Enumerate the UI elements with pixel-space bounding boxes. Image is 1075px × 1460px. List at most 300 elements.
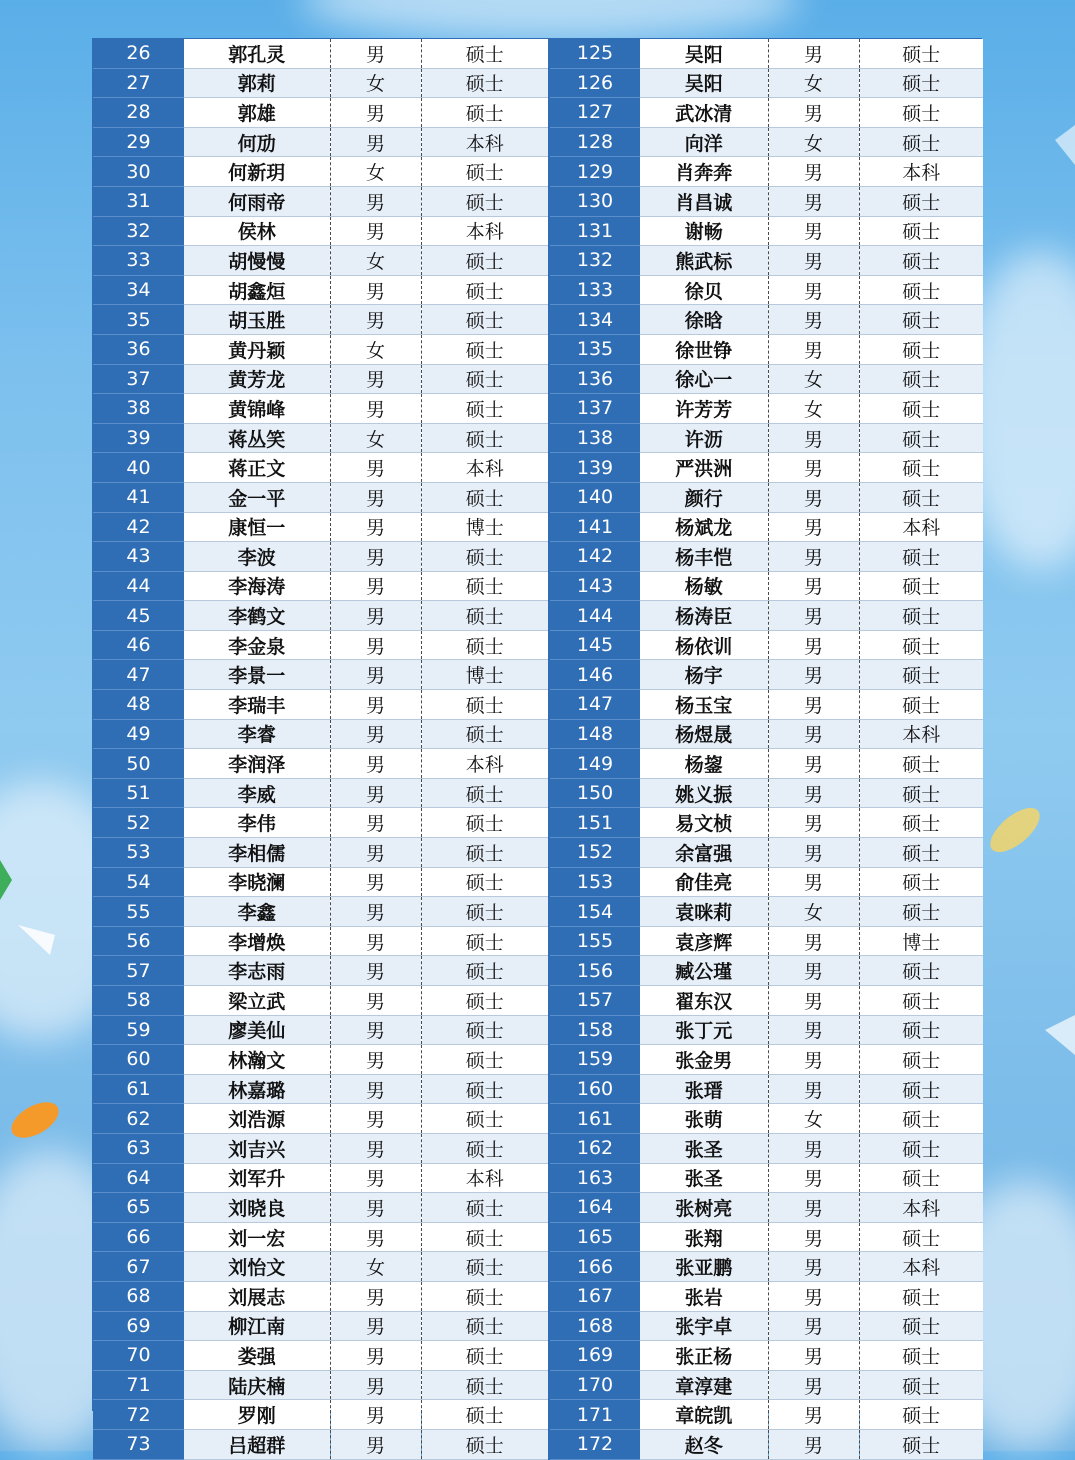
- degree-cell: 硕士: [421, 423, 549, 453]
- row-number-cell: 70: [93, 1341, 184, 1371]
- gender-cell: 男: [330, 1370, 421, 1400]
- gender-cell: 男: [768, 1429, 859, 1459]
- degree-cell: 硕士: [859, 690, 983, 720]
- gender-cell: 男: [330, 630, 421, 660]
- degree-cell: 硕士: [421, 1015, 549, 1045]
- name-cell: 罗刚: [184, 1400, 330, 1430]
- gender-cell: 男: [768, 1163, 859, 1193]
- gender-cell: 男: [768, 601, 859, 631]
- row-number-cell: 135: [549, 334, 640, 364]
- gender-cell: 男: [768, 157, 859, 187]
- name-cell: 张亚鹏: [640, 1252, 768, 1282]
- degree-cell: 硕士: [421, 275, 549, 305]
- name-cell: 梁立武: [184, 986, 330, 1016]
- row-number-cell: 136: [549, 364, 640, 394]
- name-cell: 赵冬: [640, 1429, 768, 1459]
- name-cell: 肖奔奔: [640, 157, 768, 187]
- gender-cell: 男: [768, 838, 859, 868]
- row-number-cell: 37: [93, 364, 184, 394]
- degree-cell: 硕士: [859, 571, 983, 601]
- name-cell: 向洋: [640, 127, 768, 157]
- name-cell: 李睿: [184, 719, 330, 749]
- row-number-cell: 163: [549, 1163, 640, 1193]
- gender-cell: 男: [330, 512, 421, 542]
- name-cell: 康恒一: [184, 512, 330, 542]
- row-number-cell: 30: [93, 157, 184, 187]
- degree-cell: 硕士: [859, 660, 983, 690]
- degree-cell: 硕士: [859, 1045, 983, 1075]
- name-cell: 张宇卓: [640, 1311, 768, 1341]
- table-row: [93, 275, 983, 305]
- degree-cell: 硕士: [421, 571, 549, 601]
- table-row: [93, 838, 983, 868]
- row-number-cell: 28: [93, 98, 184, 128]
- degree-cell: 硕士: [421, 1311, 549, 1341]
- row-number-cell: 167: [549, 1281, 640, 1311]
- degree-cell: 硕士: [421, 926, 549, 956]
- gender-cell: 男: [330, 1104, 421, 1134]
- row-number-cell: 55: [93, 897, 184, 927]
- gender-cell: 男: [768, 216, 859, 246]
- name-cell: 徐晗: [640, 305, 768, 335]
- degree-cell: 硕士: [421, 1133, 549, 1163]
- row-number-cell: 58: [93, 986, 184, 1016]
- name-cell: 严洪洲: [640, 453, 768, 483]
- name-cell: 张岩: [640, 1281, 768, 1311]
- row-number-cell: 132: [549, 246, 640, 276]
- degree-cell: 硕士: [421, 1104, 549, 1134]
- table-row: [93, 1400, 983, 1430]
- gender-cell: 男: [330, 1045, 421, 1075]
- table-row: [93, 334, 983, 364]
- degree-cell: 本科: [859, 512, 983, 542]
- gender-cell: 男: [330, 897, 421, 927]
- degree-cell: 硕士: [421, 601, 549, 631]
- gender-cell: 女: [330, 157, 421, 187]
- row-number-cell: 125: [549, 39, 640, 68]
- gender-cell: 男: [330, 98, 421, 128]
- row-number-cell: 64: [93, 1163, 184, 1193]
- table-row: [93, 660, 983, 690]
- name-cell: 谢畅: [640, 216, 768, 246]
- name-cell: 张树亮: [640, 1193, 768, 1223]
- name-cell: 易文桢: [640, 808, 768, 838]
- degree-cell: 硕士: [421, 1341, 549, 1371]
- gender-cell: 男: [768, 1252, 859, 1282]
- degree-cell: 硕士: [421, 186, 549, 216]
- degree-cell: 硕士: [859, 986, 983, 1016]
- degree-cell: 硕士: [421, 1400, 549, 1430]
- row-number-cell: 164: [549, 1193, 640, 1223]
- table-row: [93, 423, 983, 453]
- degree-cell: 硕士: [859, 1104, 983, 1134]
- gender-cell: 男: [768, 1222, 859, 1252]
- degree-cell: 硕士: [859, 1222, 983, 1252]
- row-number-cell: 146: [549, 660, 640, 690]
- gender-cell: 男: [330, 127, 421, 157]
- table-row: [93, 749, 983, 779]
- gender-cell: 男: [768, 1045, 859, 1075]
- degree-cell: 硕士: [421, 68, 549, 98]
- name-cell: 胡慢慢: [184, 246, 330, 276]
- row-number-cell: 160: [549, 1074, 640, 1104]
- gender-cell: 男: [768, 1074, 859, 1104]
- row-number-cell: 172: [549, 1429, 640, 1459]
- row-number-cell: 73: [93, 1429, 184, 1459]
- row-number-cell: 152: [549, 838, 640, 868]
- gender-cell: 男: [768, 186, 859, 216]
- name-cell: 李威: [184, 778, 330, 808]
- row-number-cell: 67: [93, 1252, 184, 1282]
- name-cell: 武冰清: [640, 98, 768, 128]
- row-number-cell: 142: [549, 542, 640, 572]
- degree-cell: 硕士: [859, 1133, 983, 1163]
- degree-cell: 硕士: [421, 394, 549, 424]
- gender-cell: 男: [330, 838, 421, 868]
- row-number-cell: 143: [549, 571, 640, 601]
- degree-cell: 博士: [421, 512, 549, 542]
- gender-cell: 男: [330, 956, 421, 986]
- row-number-cell: 147: [549, 690, 640, 720]
- degree-cell: 硕士: [859, 216, 983, 246]
- degree-cell: 硕士: [859, 630, 983, 660]
- degree-cell: 硕士: [421, 897, 549, 927]
- gender-cell: 男: [768, 334, 859, 364]
- gender-cell: 男: [768, 423, 859, 453]
- table-row: [93, 512, 983, 542]
- table-row: [93, 867, 983, 897]
- row-number-cell: 68: [93, 1281, 184, 1311]
- gender-cell: 男: [330, 453, 421, 483]
- degree-cell: 硕士: [859, 482, 983, 512]
- gender-cell: 女: [768, 127, 859, 157]
- row-number-cell: 138: [549, 423, 640, 453]
- gender-cell: 男: [768, 1193, 859, 1223]
- gender-cell: 男: [768, 1400, 859, 1430]
- table-row: [93, 542, 983, 572]
- gender-cell: 男: [330, 571, 421, 601]
- name-cell: 杨煜晟: [640, 719, 768, 749]
- name-cell: 胡鑫烜: [184, 275, 330, 305]
- name-cell: 袁彦辉: [640, 926, 768, 956]
- gender-cell: 男: [768, 246, 859, 276]
- degree-cell: 硕士: [421, 364, 549, 394]
- gender-cell: 男: [330, 778, 421, 808]
- gender-cell: 女: [330, 334, 421, 364]
- row-number-cell: 52: [93, 808, 184, 838]
- degree-cell: 硕士: [859, 601, 983, 631]
- name-cell: 郭雄: [184, 98, 330, 128]
- gender-cell: 男: [330, 275, 421, 305]
- degree-cell: 硕士: [859, 1281, 983, 1311]
- name-cell: 杨敏: [640, 571, 768, 601]
- degree-cell: 硕士: [859, 98, 983, 128]
- gender-cell: 男: [330, 364, 421, 394]
- row-number-cell: 166: [549, 1252, 640, 1282]
- row-number-cell: 130: [549, 186, 640, 216]
- gender-cell: 男: [330, 1015, 421, 1045]
- gender-cell: 男: [768, 867, 859, 897]
- name-cell: 杨宇: [640, 660, 768, 690]
- degree-cell: 硕士: [421, 1429, 549, 1459]
- gender-cell: 男: [768, 1370, 859, 1400]
- gender-cell: 男: [768, 571, 859, 601]
- gender-cell: 男: [768, 512, 859, 542]
- gender-cell: 男: [768, 1341, 859, 1371]
- name-cell: 何劢: [184, 127, 330, 157]
- degree-cell: 硕士: [859, 364, 983, 394]
- gender-cell: 女: [330, 423, 421, 453]
- row-number-cell: 34: [93, 275, 184, 305]
- roster-table: [92, 38, 982, 1457]
- gender-cell: 男: [330, 542, 421, 572]
- name-cell: 廖美仙: [184, 1015, 330, 1045]
- name-cell: 张圣: [640, 1133, 768, 1163]
- degree-cell: 硕士: [859, 394, 983, 424]
- name-cell: 李润泽: [184, 749, 330, 779]
- gender-cell: 男: [330, 808, 421, 838]
- name-cell: 李增焕: [184, 926, 330, 956]
- row-number-cell: 47: [93, 660, 184, 690]
- row-number-cell: 140: [549, 482, 640, 512]
- degree-cell: 硕士: [421, 986, 549, 1016]
- row-number-cell: 41: [93, 482, 184, 512]
- row-number-cell: 44: [93, 571, 184, 601]
- gender-cell: 男: [330, 1311, 421, 1341]
- degree-cell: 本科: [859, 1252, 983, 1282]
- degree-cell: 硕士: [421, 542, 549, 572]
- name-cell: 张金男: [640, 1045, 768, 1075]
- name-cell: 肖昌诚: [640, 186, 768, 216]
- row-number-cell: 128: [549, 127, 640, 157]
- name-cell: 蒋正文: [184, 453, 330, 483]
- table-row: [93, 571, 983, 601]
- degree-cell: 博士: [421, 660, 549, 690]
- gender-cell: 男: [768, 98, 859, 128]
- degree-cell: 本科: [421, 749, 549, 779]
- gender-cell: 女: [330, 68, 421, 98]
- gender-cell: 男: [330, 986, 421, 1016]
- gender-cell: 男: [330, 1163, 421, 1193]
- table-row: [93, 1341, 983, 1371]
- gender-cell: 男: [330, 1341, 421, 1371]
- table-row: [93, 690, 983, 720]
- table-row: [93, 246, 983, 276]
- name-cell: 杨依训: [640, 630, 768, 660]
- table-row: [93, 897, 983, 927]
- table-row: [93, 482, 983, 512]
- degree-cell: 硕士: [421, 1074, 549, 1104]
- name-cell: 张圣: [640, 1163, 768, 1193]
- row-number-cell: 137: [549, 394, 640, 424]
- row-number-cell: 63: [93, 1133, 184, 1163]
- gender-cell: 男: [330, 690, 421, 720]
- row-number-cell: 66: [93, 1222, 184, 1252]
- gender-cell: 男: [768, 275, 859, 305]
- name-cell: 张正杨: [640, 1341, 768, 1371]
- degree-cell: 硕士: [859, 838, 983, 868]
- row-number-cell: 154: [549, 897, 640, 927]
- row-number-cell: 159: [549, 1045, 640, 1075]
- gender-cell: 男: [330, 216, 421, 246]
- row-number-cell: 153: [549, 867, 640, 897]
- table-row: [93, 1015, 983, 1045]
- table-row: [93, 127, 983, 157]
- row-number-cell: 43: [93, 542, 184, 572]
- degree-cell: 硕士: [859, 897, 983, 927]
- name-cell: 胡玉胜: [184, 305, 330, 335]
- degree-cell: 硕士: [421, 1252, 549, 1282]
- gender-cell: 男: [330, 305, 421, 335]
- name-cell: 张瑨: [640, 1074, 768, 1104]
- roster-table-body: [93, 39, 983, 1459]
- table-row: [93, 1281, 983, 1311]
- name-cell: 刘怡文: [184, 1252, 330, 1282]
- row-number-cell: 169: [549, 1341, 640, 1371]
- row-number-cell: 158: [549, 1015, 640, 1045]
- degree-cell: 硕士: [421, 1045, 549, 1075]
- row-number-cell: 42: [93, 512, 184, 542]
- row-number-cell: 129: [549, 157, 640, 187]
- degree-cell: 硕士: [859, 423, 983, 453]
- gender-cell: 男: [330, 482, 421, 512]
- row-number-cell: 35: [93, 305, 184, 335]
- degree-cell: 本科: [859, 1193, 983, 1223]
- name-cell: 李瑞丰: [184, 690, 330, 720]
- table-row: [93, 1429, 983, 1459]
- degree-cell: 硕士: [859, 1163, 983, 1193]
- gender-cell: 男: [330, 926, 421, 956]
- gender-cell: 男: [330, 867, 421, 897]
- degree-cell: 硕士: [859, 1074, 983, 1104]
- table-row: [93, 364, 983, 394]
- name-cell: 何新玥: [184, 157, 330, 187]
- row-number-cell: 141: [549, 512, 640, 542]
- degree-cell: 硕士: [421, 867, 549, 897]
- name-cell: 姚义振: [640, 778, 768, 808]
- gender-cell: 男: [330, 1133, 421, 1163]
- table-row: [93, 186, 983, 216]
- name-cell: 林瀚文: [184, 1045, 330, 1075]
- table-row: [93, 68, 983, 98]
- name-cell: 刘晓良: [184, 1193, 330, 1223]
- name-cell: 黄芳龙: [184, 364, 330, 394]
- degree-cell: 硕士: [421, 305, 549, 335]
- row-number-cell: 168: [549, 1311, 640, 1341]
- name-cell: 李海涛: [184, 571, 330, 601]
- degree-cell: 硕士: [859, 1015, 983, 1045]
- degree-cell: 硕士: [859, 246, 983, 276]
- name-cell: 金一平: [184, 482, 330, 512]
- row-number-cell: 60: [93, 1045, 184, 1075]
- gender-cell: 男: [768, 778, 859, 808]
- row-number-cell: 145: [549, 630, 640, 660]
- gender-cell: 女: [768, 897, 859, 927]
- name-cell: 黄锦峰: [184, 394, 330, 424]
- row-number-cell: 156: [549, 956, 640, 986]
- table-row: [93, 1370, 983, 1400]
- degree-cell: 硕士: [421, 838, 549, 868]
- name-cell: 陆庆楠: [184, 1370, 330, 1400]
- table-row: [93, 926, 983, 956]
- row-number-cell: 155: [549, 926, 640, 956]
- name-cell: 杨丰恺: [640, 542, 768, 572]
- gender-cell: 男: [768, 1133, 859, 1163]
- table-row: [93, 305, 983, 335]
- table-row: [93, 394, 983, 424]
- gender-cell: 男: [768, 808, 859, 838]
- gender-cell: 男: [768, 482, 859, 512]
- table-row: [93, 216, 983, 246]
- degree-cell: 本科: [421, 216, 549, 246]
- table-row: [93, 1133, 983, 1163]
- name-cell: 臧公瑾: [640, 956, 768, 986]
- table-row: [93, 601, 983, 631]
- name-cell: 李相儒: [184, 838, 330, 868]
- degree-cell: 硕士: [859, 778, 983, 808]
- degree-cell: 本科: [421, 453, 549, 483]
- row-number-cell: 65: [93, 1193, 184, 1223]
- degree-cell: 硕士: [421, 98, 549, 128]
- gender-cell: 男: [330, 1074, 421, 1104]
- degree-cell: 博士: [859, 926, 983, 956]
- name-cell: 余富强: [640, 838, 768, 868]
- degree-cell: 硕士: [859, 1429, 983, 1459]
- degree-cell: 硕士: [859, 867, 983, 897]
- degree-cell: 硕士: [859, 68, 983, 98]
- table-row: [93, 1222, 983, 1252]
- row-number-cell: 162: [549, 1133, 640, 1163]
- gender-cell: 男: [768, 39, 859, 68]
- name-cell: 李志雨: [184, 956, 330, 986]
- row-number-cell: 31: [93, 186, 184, 216]
- gender-cell: 男: [330, 186, 421, 216]
- table-row: [93, 808, 983, 838]
- row-number-cell: 161: [549, 1104, 640, 1134]
- degree-cell: 硕士: [421, 630, 549, 660]
- degree-cell: 硕士: [859, 186, 983, 216]
- row-number-cell: 144: [549, 601, 640, 631]
- row-number-cell: 170: [549, 1370, 640, 1400]
- degree-cell: 本科: [421, 127, 549, 157]
- row-number-cell: 150: [549, 778, 640, 808]
- name-cell: 林嘉璐: [184, 1074, 330, 1104]
- degree-cell: 硕士: [859, 334, 983, 364]
- row-number-cell: 32: [93, 216, 184, 246]
- row-number-cell: 71: [93, 1370, 184, 1400]
- name-cell: 娄强: [184, 1341, 330, 1371]
- gender-cell: 男: [330, 1429, 421, 1459]
- name-cell: 熊武标: [640, 246, 768, 276]
- row-number-cell: 149: [549, 749, 640, 779]
- row-number-cell: 45: [93, 601, 184, 631]
- table-row: [93, 1252, 983, 1282]
- degree-cell: 硕士: [421, 1370, 549, 1400]
- name-cell: 刘浩源: [184, 1104, 330, 1134]
- row-number-cell: 48: [93, 690, 184, 720]
- table-row: [93, 778, 983, 808]
- degree-cell: 硕士: [421, 1193, 549, 1223]
- gender-cell: 男: [768, 1311, 859, 1341]
- name-cell: 李景一: [184, 660, 330, 690]
- row-number-cell: 62: [93, 1104, 184, 1134]
- name-cell: 刘军升: [184, 1163, 330, 1193]
- gender-cell: 女: [768, 394, 859, 424]
- row-number-cell: 57: [93, 956, 184, 986]
- gender-cell: 男: [330, 749, 421, 779]
- gender-cell: 男: [768, 1281, 859, 1311]
- row-number-cell: 127: [549, 98, 640, 128]
